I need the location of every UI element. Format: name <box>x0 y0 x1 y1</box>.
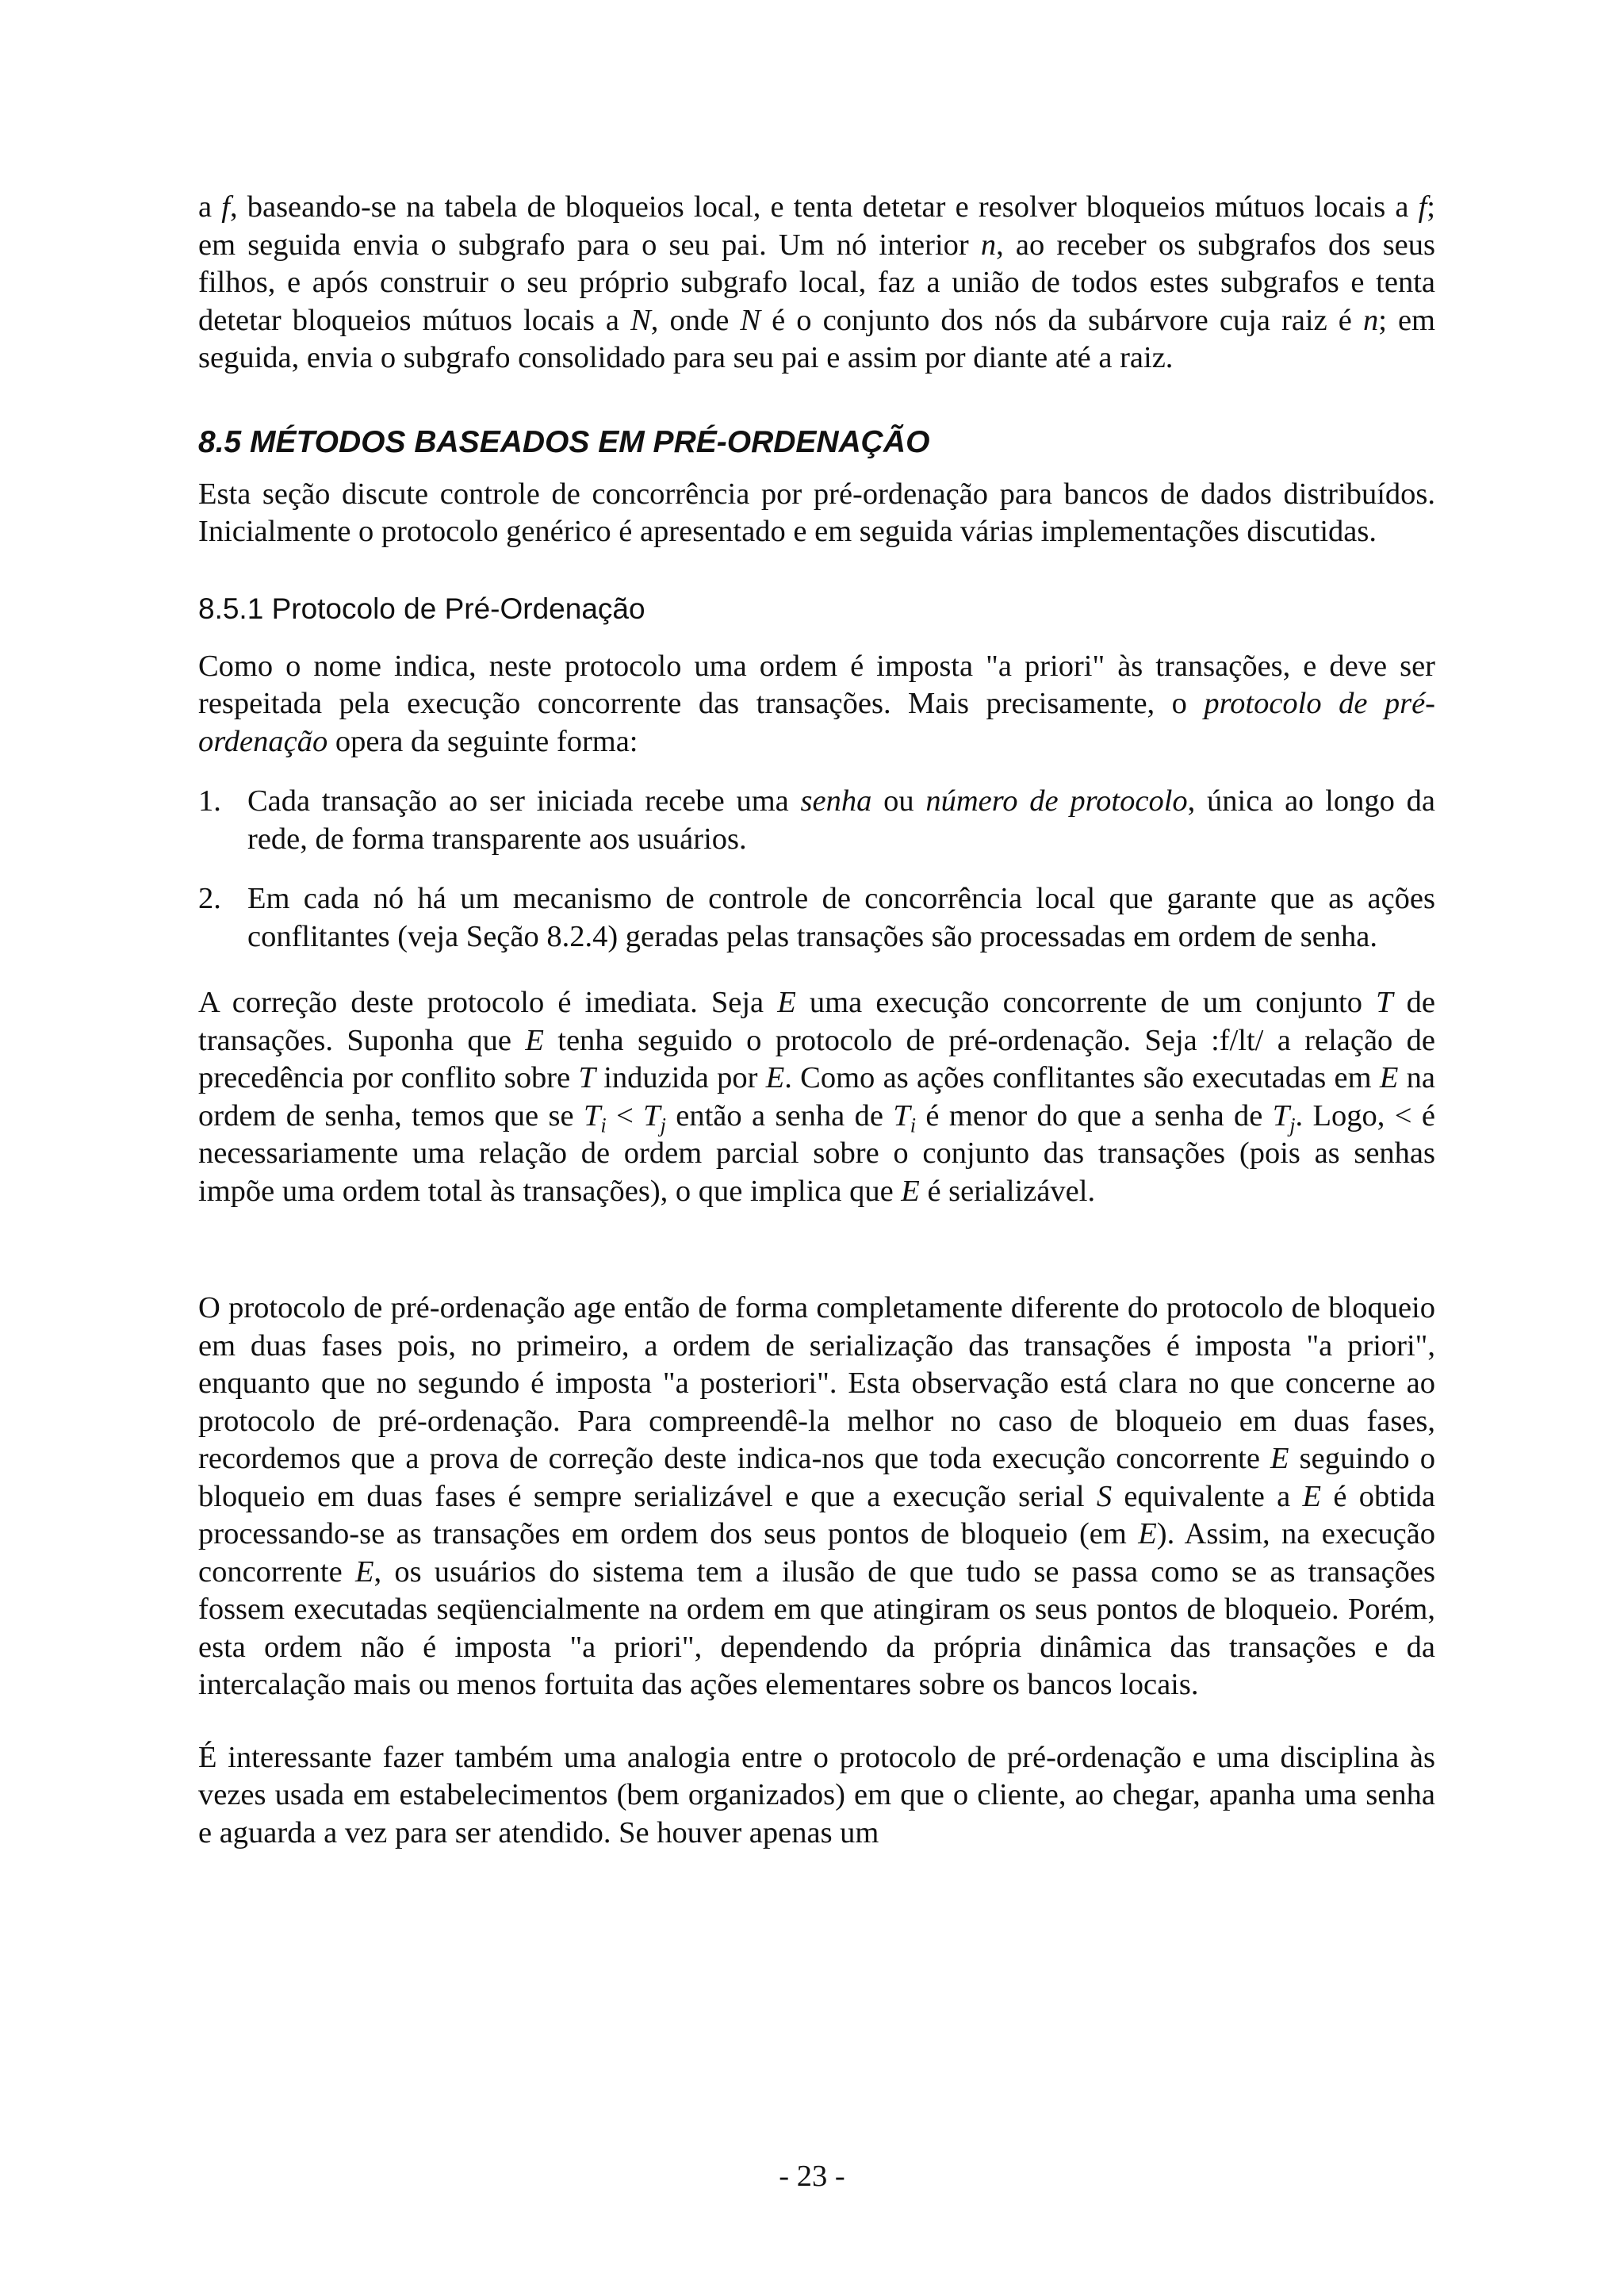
page-number: - 23 - <box>779 2160 845 2193</box>
paragraph-deadlock-detection: a f, baseando-se na tabela de bloqueios local, e tenta detetar e resolver bloqueios mútuos locais a f; em seguida envia o subgrafo para o seu pai. Um nó interior n, ao receber os subgrafos dos seus filhos, e após construir o seu próprio subgrafo local, faz a união de todos estes subgrafos e tenta detetar bloqueios mútuos locais a N, onde N é o conjunto dos nós da subárvore cuja raiz é n; em seguida, envia o subgrafo consolidado para seu pai e assim por diante até a raiz. <box>198 190 1435 374</box>
paragraph-protocol-intro: Como o nome indica, neste protocolo uma ordem é imposta "a priori" às transações, e deve ser respeitada pela execução concorrente das transações. Mais precisamente, o protocolo de pré-ordenação opera da seguinte forma: <box>198 649 1436 758</box>
list-item-number: 1. <box>198 784 221 818</box>
list-item-text: Cada transação ao ser iniciada recebe uma senha ou número de protocolo, única ao longo da rede, de forma transparente aos usuários. <box>247 784 1436 856</box>
section-intro: Esta seção discute controle de concorrência por pré-ordenação para bancos de dados distribuídos. Inicialmente o protocolo genérico é apresentado e em seguida várias implementações discutidas. <box>198 477 1435 548</box>
section-heading: 8.5 MÉTODOS BASEADOS EM PRÉ-ORDENAÇÃO <box>198 424 930 459</box>
list-item <box>198 880 1435 956</box>
subsection-heading: 8.5.1 Protocolo de Pré-Ordenação <box>198 592 645 625</box>
protocol-steps-list <box>198 783 1435 956</box>
list-item <box>198 783 1435 858</box>
paragraph-analogy: É interessante fazer também uma analogia entre o protocolo de pré-ordenação e uma disciplina às vezes usada em estabelecimentos (bem organizados) em que o cliente, ao chegar, apanha uma senha e aguarda a vez para ser atendido. Se houver apenas um <box>198 1740 1435 1849</box>
paragraph-correctness: A correção deste protocolo é imediata. Seja E uma execução concorrente de um conjunto T de transações. Suponha que E tenha seguido o protocolo de pré-ordenação. Seja :f/lt/ a relação de precedência por conflito sobre T induzida por E. Como as ações conflitantes são executadas em E na ordem de senha, temos que se $T_i < T_j$ então a senha de $T_i$ é menor do que a senha de $T_j$. Logo, < é necessariamente uma relação de ordem parcial sobre o conjunto das transações (pois as senhas impõe uma ordem total às transações), o que implica que E é serializável. <box>198 986 1436 1208</box>
list-item-text: Em cada nó há um mecanismo de controle de concorrência local que garante que as ações conflitantes (veja Seção 8.2.4) geradas pelas transações são processadas em ordem de senha. <box>247 882 1435 953</box>
list-item-number: 2. <box>198 882 221 915</box>
paragraph-comparison: O protocolo de pré-ordenação age então de forma completamente diferente do protocolo de bloqueio em duas fases pois, no primeiro, a ordem de serialização das transações é imposta "a priori", enquanto que no segundo é imposta "a posteriori". Esta observação está clara no que concerne ao protocolo de pré-ordenação. Para compreendê-la melhor no caso de bloqueio em duas fases, recordemos que a prova de correção deste indica-nos que toda execução concorrente E seguindo o bloqueio em duas fases é sempre serializável e que a execução serial S equivalente a E é obtida processando-se as transações em ordem dos seus pontos de bloqueio (em E). Assim, na execução concorrente E, os usuários do sistema tem a ilusão de que tudo se passa como se as transações fossem executadas seqüencialmente na ordem em que atingiram os seus pontos de bloqueio. Porém, esta ordem não é imposta "a priori", dependendo da própria dinâmica das transações e da intercalação mais ou menos fortuita das ações elementares sobre os bancos locais. <box>198 1291 1436 1701</box>
page-body <box>198 189 1435 1852</box>
